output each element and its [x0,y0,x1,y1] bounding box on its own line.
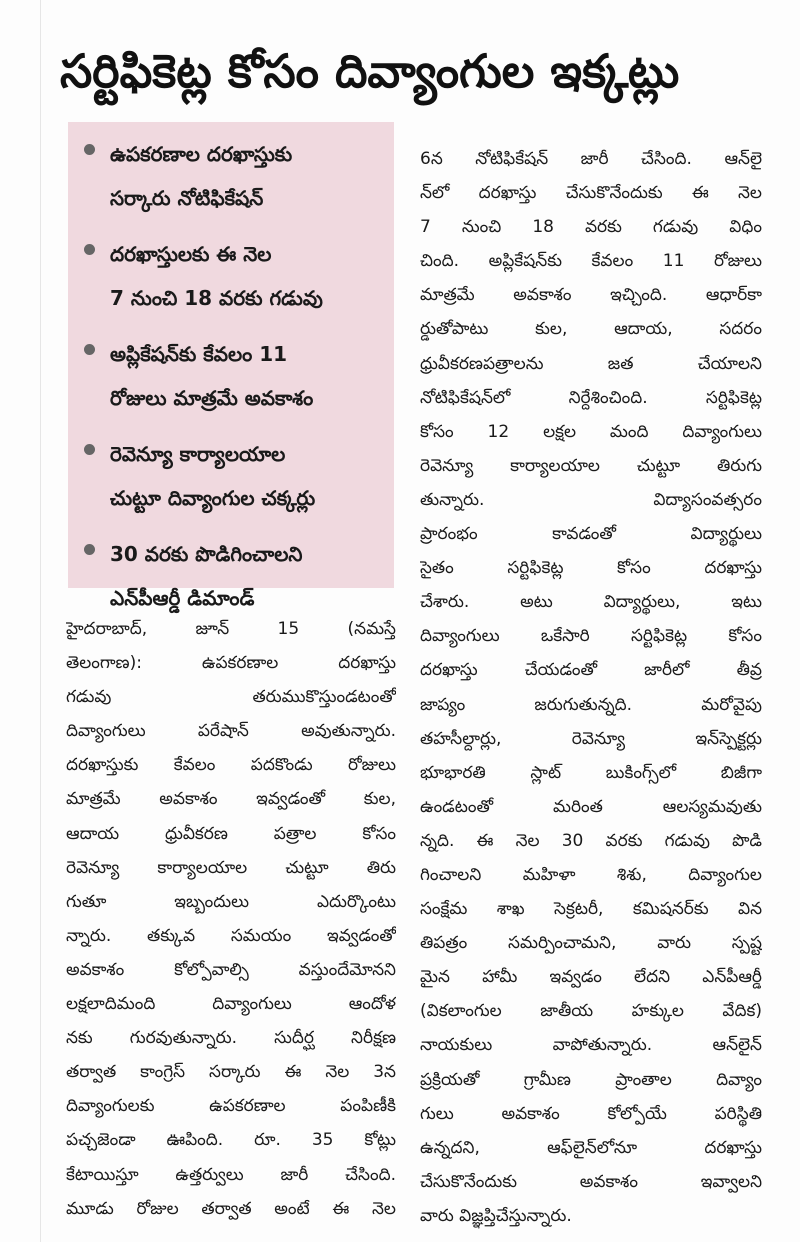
article-line: జాప్యం జరుగుతున్నది. మరోవైపు [420,694,762,715]
article-line: న్నారు. తక్కువ సమయం ఇవ్వడంతో [66,925,396,946]
article-line: నాయకులు వాపోతున్నారు. ఆన్‌లైన్ [420,1035,762,1056]
article-column-left [66,612,396,1226]
bullet-icon [84,244,95,255]
highlight-line: ఎన్‌పీఆర్డీ డిమాండ్ [110,586,255,610]
highlight-line: ఉపకరణాల దరఖాస్తుకు [110,142,293,166]
article-line: దరఖాస్తు చేయడంతో జారీలో తీవ్ర [420,660,762,681]
headline: సర్టిఫికెట్ల కోసం దివ్యాంగుల ఇక్కట్లు [60,44,680,98]
highlight-line: చుట్టూ దివ్యాంగుల చక్కర్లు [110,486,316,510]
highlight-item [84,332,386,420]
article-line: ఉన్నదని, ఆఫ్‌లైన్‌లోనూ దరఖాస్తు [420,1137,762,1158]
bullet-icon [84,444,95,455]
article-line: 7 నుంచి 18 వరకు గడువు విధిం [420,217,762,238]
article-line: మాత్రమే అవకాశం ఇచ్చింది. ఆధార్‌కా [420,285,762,306]
article-line: గడువు తరుముకొస్తుండటంతో [66,687,396,708]
article-line: ధ్రువీకరణపత్రాలను జత చేయాలని [420,353,762,374]
article-line: సైతం సర్టిఫికెట్ల కోసం దరఖాస్తు [420,558,762,579]
highlight-line: సర్కారు నోటిఫికేషన్ [110,186,264,210]
article-line: ఉండటంతో మరింత ఆలస్యమవుతు [420,796,762,817]
article-line: మూడు రోజుల తర్వాత అంటే ఈ నెల [66,1198,396,1219]
highlight-line: 7 నుంచి 18 వరకు గడువు [110,286,323,310]
highlights-box [68,122,394,610]
article-line: లక్షలాదిమంది దివ్యాంగులు ఆందోళ [66,994,396,1015]
article-line: దివ్యాంగులకు ఉపకరణాల పంపిణీకి [66,1096,396,1117]
article-line: పచ్చజెండా ఊపింది. రూ. 35 కోట్లు [66,1130,396,1151]
article-line: కోసం 12 లక్షల మంది దివ్యాంగులు [420,421,762,442]
highlight-item [84,532,386,620]
left-margin-rule [40,0,41,1242]
highlight-line: రెవెన్యూ కార్యాలయాల [110,442,286,466]
highlight-line: రోజులు మాత్రమే అవకాశం [110,386,314,410]
article-line: తర్వాత కాంగ్రెస్ సర్కారు ఈ నెల 3న [66,1062,396,1083]
article-line: (వికలాంగుల జాతీయ హక్కుల వేదిక) [420,1001,762,1022]
article-line: 6న నోటిఫికేషన్ జారీ చేసింది. ఆన్‌లై [420,149,762,169]
highlight-line: దరఖాస్తులకు ఈ నెల [110,242,272,266]
article-line: అవకాశం కోల్పోవాల్సి వస్తుందేమోనని [66,959,396,980]
article-line: ఆదాయ ధ్రువీకరణ పత్రాల కోసం [66,823,396,844]
article-line: నోటిఫికేషన్‌లో నిర్దేశించింది. సర్టిఫికెట్ల [420,387,762,408]
article-line: గులు అవకాశం కోల్పోయే పరిస్థితి [420,1103,762,1124]
article-line: ర్డుతోపాటు కుల, ఆదాయ, సదరం [420,319,762,340]
article-line: చింది. అప్లికేషన్‌కు కేవలం 11 రోజులు [420,251,762,272]
article-line: చేసుకొనేందుకు అవకాశం ఇవ్వాలని [420,1171,762,1192]
bullet-icon [84,544,95,555]
article-line: దివ్యాంగులు పరేషాన్ అవుతున్నారు. [66,721,396,742]
article-line: నకు గురవుతున్నారు. సుదీర్ఘ నిరీక్షణ [66,1028,396,1049]
highlight-line: 30 వరకు పొడిగించాలని [110,542,303,566]
article-line: రెవెన్యూ కార్యాలయాల చుట్టూ తిరుగు [420,455,762,476]
article-line: తున్నారు. విద్యాసంవత్సరం [420,489,762,510]
article-line: భూభారతి స్లాట్ బుకింగ్స్‌లో బిజీగా [420,762,762,783]
article-line: కేటాయిస్తూ ఉత్తర్వులు జారీ చేసింది. [66,1164,396,1185]
article-line: తెలంగాణ): ఉపకరణాల దరఖాస్తు [66,653,396,674]
highlight-item [84,132,386,220]
article-line: చేశారు. అటు విద్యార్థులు, ఇటు [420,592,762,613]
article-line: గుతూ ఇబ్బందులు ఎదుర్కొంటు [66,891,396,912]
article-line: న్‌లో దరఖాస్తు చేసుకొనేందుకు ఈ నెల [420,183,762,204]
highlight-item [84,432,386,520]
highlight-line: అప్లికేషన్‌కు కేవలం 11 [110,342,288,366]
article-line: దివ్యాంగులు ఒకేసారి సర్టిఫికెట్ల కోసం [420,626,762,647]
article-line: తహసీల్దార్లు, రెవెన్యూ ఇన్‌స్పెక్టర్లు [420,728,762,749]
article-line: మైన హామీ ఇవ్వడం లేదని ఎన్‌పీఆర్డీ [420,967,762,988]
article-line: ప్రారంభం కావడంతో విద్యార్థులు [420,524,762,545]
article-line: న్నది. ఈ నెల 30 వరకు గడువు పొడి [420,830,762,851]
article-line: ప్రక్రియతో గ్రామీణ ప్రాంతాల దివ్యాం [420,1069,762,1090]
article-line: గించాలని మహిళా శిశు, దివ్యాంగుల [420,864,762,885]
article-line: రెవెన్యూ కార్యాలయాల చుట్టూ తిరు [66,857,396,878]
article-column-right [420,142,762,1233]
article-line: దరఖాస్తుకు కేవలం పదకొండు రోజులు [66,755,396,776]
highlight-item [84,232,386,320]
bullet-icon [84,144,95,155]
article-line: వారు విజ్ఞప్తిచేస్తున్నారు. [420,1205,572,1226]
article-line: తిపత్రం సమర్పించామని, వారు స్పష్ట [420,933,762,954]
article-line: హైదరాబాద్, జూన్ 15 (నమస్తే [66,619,396,639]
bullet-icon [84,344,95,355]
article-line: మాత్రమే అవకాశం ఇవ్వడంతో కుల, [66,789,396,810]
article-line: సంక్షేమ శాఖ సెక్రటరీ, కమిషనర్‌కు విన [420,899,762,920]
